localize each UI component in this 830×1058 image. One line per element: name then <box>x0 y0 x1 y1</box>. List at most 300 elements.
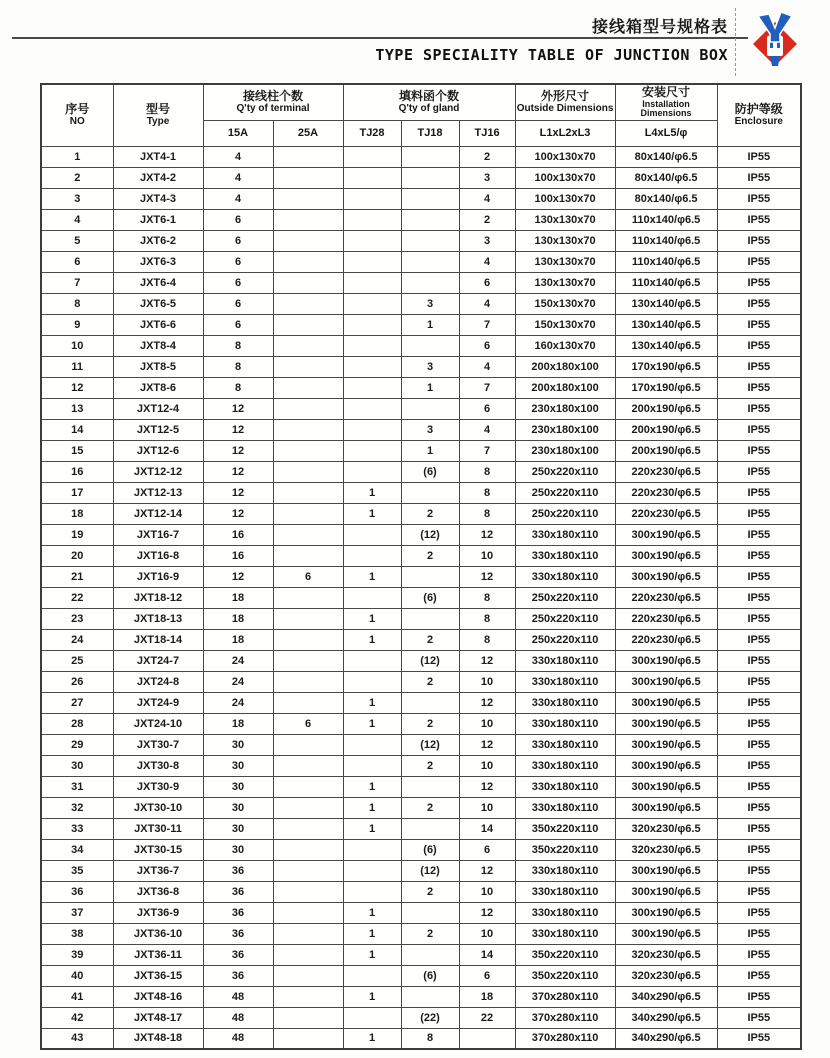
cell-25a: 6 <box>273 713 343 734</box>
cell-install-dim: 170x190/φ6.5 <box>615 377 717 398</box>
cell-enclosure: IP55 <box>717 293 801 314</box>
cell-tj18: (12) <box>401 524 459 545</box>
cell-type: JXT6-4 <box>113 272 203 293</box>
cell-tj18: 8 <box>401 1028 459 1049</box>
cell-install-dim: 110x140/φ6.5 <box>615 272 717 293</box>
cell-no: 25 <box>41 650 113 671</box>
cell-no: 22 <box>41 587 113 608</box>
table-row <box>41 671 801 692</box>
table-row <box>41 440 801 461</box>
col-header-enclosure <box>717 84 801 146</box>
cell-type: JXT48-18 <box>113 1028 203 1049</box>
cell-tj18: (22) <box>401 1007 459 1028</box>
cell-no: 10 <box>41 335 113 356</box>
cell-25a <box>273 545 343 566</box>
cell-tj28 <box>343 440 401 461</box>
cell-no: 31 <box>41 776 113 797</box>
cell-no: 23 <box>41 608 113 629</box>
cell-tj16: 12 <box>459 902 515 923</box>
cell-25a <box>273 671 343 692</box>
col-header-terminal-zh: 接线柱个数 <box>243 89 304 104</box>
cell-type: JXT30-15 <box>113 839 203 860</box>
cell-25a <box>273 818 343 839</box>
cell-tj16: 10 <box>459 545 515 566</box>
cell-outside-dim: 330x180x110 <box>515 860 615 881</box>
cell-type: JXT30-10 <box>113 797 203 818</box>
cell-tj16: 22 <box>459 1007 515 1028</box>
cell-outside-dim: 100x130x70 <box>515 188 615 209</box>
col-header-outside-zh: 外形尺寸 <box>541 89 590 104</box>
cell-15a: 48 <box>203 986 273 1007</box>
cell-outside-dim: 330x180x110 <box>515 923 615 944</box>
cell-25a <box>273 251 343 272</box>
cell-outside-dim: 330x180x110 <box>515 524 615 545</box>
cell-no: 33 <box>41 818 113 839</box>
cell-25a <box>273 314 343 335</box>
cell-install-dim: 300x190/φ6.5 <box>615 797 717 818</box>
cell-25a <box>273 587 343 608</box>
cell-tj16: 10 <box>459 923 515 944</box>
cell-no: 19 <box>41 524 113 545</box>
cell-enclosure: IP55 <box>717 713 801 734</box>
cell-tj18: 2 <box>401 881 459 902</box>
cell-tj16: 8 <box>459 461 515 482</box>
table-row <box>41 944 801 965</box>
cell-type: JXT6-3 <box>113 251 203 272</box>
cell-install-dim: 320x230/φ6.5 <box>615 818 717 839</box>
cell-enclosure: IP55 <box>717 692 801 713</box>
cell-enclosure: IP55 <box>717 755 801 776</box>
cell-install-dim: 110x140/φ6.5 <box>615 230 717 251</box>
cell-no: 13 <box>41 398 113 419</box>
col-header-type-en: Type <box>146 115 170 127</box>
cell-tj18: (12) <box>401 860 459 881</box>
cell-outside-dim: 330x180x110 <box>515 545 615 566</box>
cell-tj16: 12 <box>459 566 515 587</box>
cell-enclosure: IP55 <box>717 839 801 860</box>
cell-install-dim: 220x230/φ6.5 <box>615 503 717 524</box>
cell-tj28 <box>343 188 401 209</box>
cell-tj18 <box>401 167 459 188</box>
cell-type: JXT16-7 <box>113 524 203 545</box>
cell-tj28 <box>343 734 401 755</box>
cell-no: 14 <box>41 419 113 440</box>
col-header-install-en: Installation Dimensions <box>640 98 692 119</box>
cell-type: JXT48-16 <box>113 986 203 1007</box>
cell-install-dim: 300x190/φ6.5 <box>615 881 717 902</box>
col-header-enclosure-zh: 防护等级 <box>734 102 783 117</box>
cell-install-dim: 300x190/φ6.5 <box>615 734 717 755</box>
cell-install-dim: 300x190/φ6.5 <box>615 692 717 713</box>
cell-install-dim: 300x190/φ6.5 <box>615 776 717 797</box>
cell-tj16: 6 <box>459 965 515 986</box>
cell-tj18: (6) <box>401 839 459 860</box>
cell-tj18: 3 <box>401 419 459 440</box>
cell-type: JXT16-9 <box>113 566 203 587</box>
cell-15a: 30 <box>203 839 273 860</box>
cell-tj16: 14 <box>459 944 515 965</box>
subcol-header-15a: 15A <box>203 120 273 146</box>
table-row <box>41 146 801 167</box>
table-row <box>41 398 801 419</box>
cell-25a <box>273 272 343 293</box>
table-row <box>41 209 801 230</box>
cell-outside-dim: 130x130x70 <box>515 230 615 251</box>
cell-tj28 <box>343 671 401 692</box>
cell-install-dim: 200x190/φ6.5 <box>615 440 717 461</box>
cell-type: JXT4-2 <box>113 167 203 188</box>
cell-outside-dim: 200x180x100 <box>515 356 615 377</box>
cell-tj18: 1 <box>401 377 459 398</box>
cell-tj18 <box>401 986 459 1007</box>
cell-enclosure: IP55 <box>717 377 801 398</box>
cell-tj18: (12) <box>401 734 459 755</box>
cell-25a <box>273 797 343 818</box>
cell-enclosure: IP55 <box>717 314 801 335</box>
cell-15a: 6 <box>203 272 273 293</box>
cell-outside-dim: 130x130x70 <box>515 272 615 293</box>
cell-type: JXT8-6 <box>113 377 203 398</box>
cell-15a: 30 <box>203 776 273 797</box>
cell-install-dim: 80x140/φ6.5 <box>615 167 717 188</box>
cell-install-dim: 300x190/φ6.5 <box>615 650 717 671</box>
cell-25a <box>273 1007 343 1028</box>
cell-install-dim: 200x190/φ6.5 <box>615 398 717 419</box>
cell-type: JXT16-8 <box>113 545 203 566</box>
cell-type: JXT36-10 <box>113 923 203 944</box>
cell-15a: 12 <box>203 566 273 587</box>
cell-tj18: 2 <box>401 713 459 734</box>
cell-no: 5 <box>41 230 113 251</box>
table-row <box>41 524 801 545</box>
cell-no: 36 <box>41 881 113 902</box>
cell-tj16: 7 <box>459 377 515 398</box>
cell-outside-dim: 330x180x110 <box>515 713 615 734</box>
cell-tj28 <box>343 545 401 566</box>
cell-25a <box>273 650 343 671</box>
cell-25a <box>273 923 343 944</box>
cell-tj28 <box>343 524 401 545</box>
junction-box-spec-table <box>40 83 800 1050</box>
cell-enclosure: IP55 <box>717 923 801 944</box>
table-row <box>41 314 801 335</box>
cell-type: JXT30-8 <box>113 755 203 776</box>
cell-no: 6 <box>41 251 113 272</box>
cell-no: 29 <box>41 734 113 755</box>
cell-install-dim: 340x290/φ6.5 <box>615 1028 717 1049</box>
cell-no: 37 <box>41 902 113 923</box>
cell-15a: 12 <box>203 398 273 419</box>
cell-25a <box>273 293 343 314</box>
cell-25a <box>273 1028 343 1049</box>
table-row <box>41 797 801 818</box>
cell-enclosure: IP55 <box>717 503 801 524</box>
cell-15a: 12 <box>203 419 273 440</box>
cell-outside-dim: 230x180x100 <box>515 398 615 419</box>
cell-no: 27 <box>41 692 113 713</box>
cell-type: JXT36-11 <box>113 944 203 965</box>
col-header-outside-dimensions <box>515 84 615 120</box>
table-row <box>41 230 801 251</box>
cell-enclosure: IP55 <box>717 587 801 608</box>
cell-tj18 <box>401 818 459 839</box>
table-row <box>41 335 801 356</box>
subcol-header-tj16: TJ16 <box>459 120 515 146</box>
cell-tj28 <box>343 419 401 440</box>
cell-15a: 12 <box>203 440 273 461</box>
cell-tj18: 2 <box>401 629 459 650</box>
cell-type: JXT36-9 <box>113 902 203 923</box>
cell-enclosure: IP55 <box>717 776 801 797</box>
cell-outside-dim: 150x130x70 <box>515 314 615 335</box>
table-row <box>41 860 801 881</box>
cell-25a <box>273 167 343 188</box>
cell-15a: 6 <box>203 209 273 230</box>
table-row <box>41 923 801 944</box>
cell-type: JXT6-1 <box>113 209 203 230</box>
cell-tj16: 6 <box>459 839 515 860</box>
cell-enclosure: IP55 <box>717 986 801 1007</box>
cell-outside-dim: 250x220x110 <box>515 503 615 524</box>
cell-tj16: 12 <box>459 524 515 545</box>
cell-tj16: 4 <box>459 356 515 377</box>
cell-15a: 8 <box>203 356 273 377</box>
cell-outside-dim: 350x220x110 <box>515 944 615 965</box>
cell-tj16: 12 <box>459 860 515 881</box>
cell-install-dim: 320x230/φ6.5 <box>615 965 717 986</box>
cell-tj16: 2 <box>459 209 515 230</box>
cell-enclosure: IP55 <box>717 335 801 356</box>
cell-15a: 18 <box>203 587 273 608</box>
cell-type: JXT36-8 <box>113 881 203 902</box>
cell-tj28: 1 <box>343 608 401 629</box>
col-header-gland-en: Q'ty of gland <box>398 102 460 114</box>
table-row <box>41 839 801 860</box>
cell-15a: 30 <box>203 797 273 818</box>
cell-type: JXT24-7 <box>113 650 203 671</box>
cell-tj18 <box>401 398 459 419</box>
cell-tj16: 12 <box>459 692 515 713</box>
cell-outside-dim: 200x180x100 <box>515 377 615 398</box>
cell-25a <box>273 146 343 167</box>
cell-outside-dim: 160x130x70 <box>515 335 615 356</box>
col-header-gland-qty <box>343 84 515 120</box>
table-row <box>41 503 801 524</box>
cell-type: JXT36-15 <box>113 965 203 986</box>
cell-outside-dim: 330x180x110 <box>515 734 615 755</box>
cell-type: JXT6-2 <box>113 230 203 251</box>
cell-tj18 <box>401 902 459 923</box>
cell-tj28 <box>343 209 401 230</box>
cell-tj18 <box>401 776 459 797</box>
cell-tj16: 4 <box>459 188 515 209</box>
cell-type: JXT4-3 <box>113 188 203 209</box>
cell-15a: 18 <box>203 713 273 734</box>
cell-25a <box>273 692 343 713</box>
table-row <box>41 755 801 776</box>
cell-tj28: 1 <box>343 818 401 839</box>
cell-enclosure: IP55 <box>717 272 801 293</box>
cell-tj28: 1 <box>343 566 401 587</box>
cell-no: 39 <box>41 944 113 965</box>
table-row <box>41 965 801 986</box>
cell-enclosure: IP55 <box>717 419 801 440</box>
cell-no: 20 <box>41 545 113 566</box>
cell-outside-dim: 130x130x70 <box>515 209 615 230</box>
cell-no: 41 <box>41 986 113 1007</box>
cell-25a <box>273 356 343 377</box>
table-row <box>41 251 801 272</box>
cell-enclosure: IP55 <box>717 671 801 692</box>
cell-outside-dim: 370x280x110 <box>515 1028 615 1049</box>
cell-install-dim: 130x140/φ6.5 <box>615 314 717 335</box>
cell-tj28: 1 <box>343 482 401 503</box>
cell-install-dim: 110x140/φ6.5 <box>615 209 717 230</box>
cell-no: 4 <box>41 209 113 230</box>
cell-enclosure: IP55 <box>717 629 801 650</box>
cell-outside-dim: 250x220x110 <box>515 587 615 608</box>
cell-type: JXT18-13 <box>113 608 203 629</box>
cell-no: 11 <box>41 356 113 377</box>
cell-no: 1 <box>41 146 113 167</box>
cell-tj16 <box>459 1028 515 1049</box>
table-row <box>41 776 801 797</box>
cell-15a: 6 <box>203 251 273 272</box>
cell-outside-dim: 330x180x110 <box>515 902 615 923</box>
subcol-header-25a: 25A <box>273 120 343 146</box>
cell-type: JXT12-6 <box>113 440 203 461</box>
cell-tj28 <box>343 251 401 272</box>
cell-type: JXT18-12 <box>113 587 203 608</box>
cell-no: 17 <box>41 482 113 503</box>
cell-outside-dim: 230x180x100 <box>515 440 615 461</box>
cell-15a: 24 <box>203 671 273 692</box>
cell-15a: 36 <box>203 860 273 881</box>
table-row <box>41 587 801 608</box>
cell-15a: 16 <box>203 524 273 545</box>
cell-no: 21 <box>41 566 113 587</box>
cell-outside-dim: 330x180x110 <box>515 671 615 692</box>
cell-enclosure: IP55 <box>717 461 801 482</box>
cell-no: 28 <box>41 713 113 734</box>
table-row <box>41 608 801 629</box>
cell-tj16: 12 <box>459 734 515 755</box>
cell-25a <box>273 776 343 797</box>
cell-tj16: 6 <box>459 398 515 419</box>
cell-install-dim: 320x230/φ6.5 <box>615 839 717 860</box>
cell-no: 12 <box>41 377 113 398</box>
cell-type: JXT18-14 <box>113 629 203 650</box>
cell-no: 15 <box>41 440 113 461</box>
cell-type: JXT24-9 <box>113 692 203 713</box>
cell-tj18 <box>401 944 459 965</box>
table-row <box>41 377 801 398</box>
cell-type: JXT8-4 <box>113 335 203 356</box>
cell-install-dim: 300x190/φ6.5 <box>615 860 717 881</box>
cell-type: JXT30-9 <box>113 776 203 797</box>
cell-tj16: 7 <box>459 440 515 461</box>
cell-type: JXT12-12 <box>113 461 203 482</box>
cell-25a: 6 <box>273 566 343 587</box>
cell-tj18: 2 <box>401 797 459 818</box>
cell-tj18: 3 <box>401 293 459 314</box>
cell-no: 40 <box>41 965 113 986</box>
col-header-no <box>41 84 113 146</box>
cell-outside-dim: 230x180x100 <box>515 419 615 440</box>
cell-enclosure: IP55 <box>717 167 801 188</box>
cell-15a: 30 <box>203 755 273 776</box>
cell-tj16: 14 <box>459 818 515 839</box>
cell-enclosure: IP55 <box>717 398 801 419</box>
cell-25a <box>273 419 343 440</box>
cell-outside-dim: 370x280x110 <box>515 1007 615 1028</box>
cell-type: JXT4-1 <box>113 146 203 167</box>
cell-enclosure: IP55 <box>717 797 801 818</box>
cell-enclosure: IP55 <box>717 818 801 839</box>
cell-15a: 36 <box>203 881 273 902</box>
cell-no: 38 <box>41 923 113 944</box>
cell-type: JXT36-7 <box>113 860 203 881</box>
table-body <box>41 146 801 1049</box>
header-vertical-separator <box>735 8 736 76</box>
cell-tj18 <box>401 251 459 272</box>
cell-tj16: 8 <box>459 608 515 629</box>
cell-install-dim: 300x190/φ6.5 <box>615 713 717 734</box>
cell-tj28 <box>343 314 401 335</box>
cell-15a: 36 <box>203 902 273 923</box>
cell-tj16: 7 <box>459 314 515 335</box>
cell-outside-dim: 250x220x110 <box>515 482 615 503</box>
cell-tj16: 8 <box>459 482 515 503</box>
subcol-header-l4l5: L4xL5/φ <box>615 120 717 146</box>
cell-tj18: (6) <box>401 461 459 482</box>
cell-25a <box>273 986 343 1007</box>
cell-15a: 6 <box>203 230 273 251</box>
cell-enclosure: IP55 <box>717 734 801 755</box>
cell-15a: 16 <box>203 545 273 566</box>
cell-25a <box>273 881 343 902</box>
cell-install-dim: 300x190/φ6.5 <box>615 755 717 776</box>
cell-enclosure: IP55 <box>717 146 801 167</box>
cell-tj18: (12) <box>401 650 459 671</box>
cell-tj28 <box>343 356 401 377</box>
cell-install-dim: 300x190/φ6.5 <box>615 524 717 545</box>
cell-25a <box>273 461 343 482</box>
cell-tj16: 8 <box>459 629 515 650</box>
cell-tj16: 10 <box>459 713 515 734</box>
cell-15a: 12 <box>203 482 273 503</box>
cell-install-dim: 220x230/φ6.5 <box>615 608 717 629</box>
page-title-chinese: 接线箱型号规格表 <box>591 17 728 36</box>
cell-no: 16 <box>41 461 113 482</box>
cell-no: 24 <box>41 629 113 650</box>
cell-tj16: 10 <box>459 881 515 902</box>
table-row <box>41 902 801 923</box>
table-row <box>41 188 801 209</box>
cell-25a <box>273 860 343 881</box>
cell-tj28: 1 <box>343 692 401 713</box>
company-emblem-icon <box>742 8 808 76</box>
cell-25a <box>273 839 343 860</box>
cell-25a <box>273 524 343 545</box>
table-row <box>41 272 801 293</box>
cell-enclosure: IP55 <box>717 188 801 209</box>
cell-enclosure: IP55 <box>717 566 801 587</box>
cell-no: 32 <box>41 797 113 818</box>
cell-tj18: 3 <box>401 356 459 377</box>
cell-25a <box>273 335 343 356</box>
table-row <box>41 167 801 188</box>
